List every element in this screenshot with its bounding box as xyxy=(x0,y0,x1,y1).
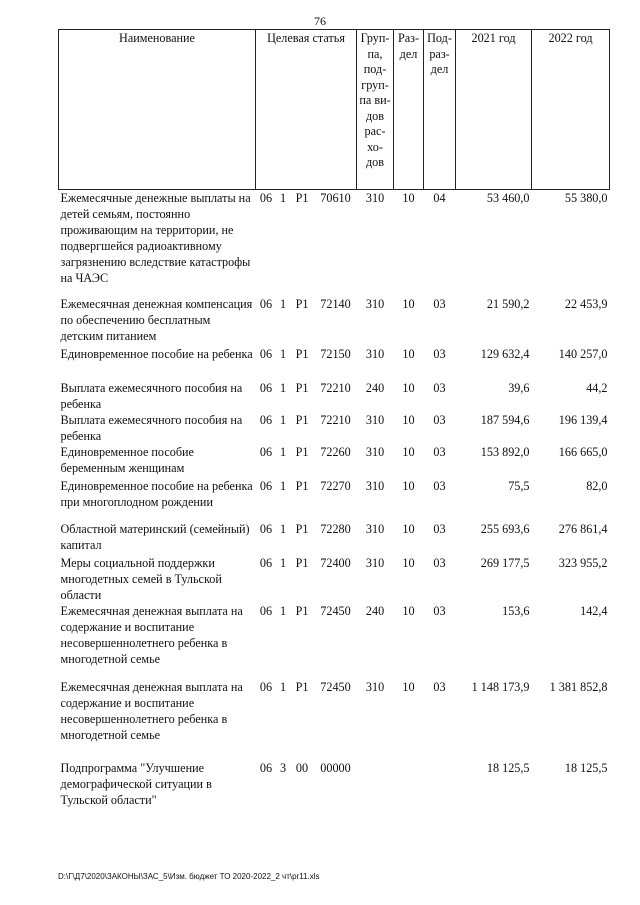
code-program: 06 xyxy=(259,296,273,311)
header-group: Груп-па, под-груп-па ви-дов рас-хо-дов xyxy=(357,30,394,190)
code-event: Р1 xyxy=(295,191,309,205)
section-code xyxy=(394,760,424,820)
subsection-code: 03 xyxy=(433,478,446,493)
subsection-code: 03 xyxy=(433,679,446,694)
header-year-2021: 2021 год xyxy=(456,30,532,190)
expense-group: 310 xyxy=(365,412,385,427)
code-direction: 72280 xyxy=(320,521,351,536)
table-row xyxy=(59,296,610,346)
expense-group: 310 xyxy=(365,521,385,536)
code-program: 06 xyxy=(259,191,273,205)
row-name: Областной материнский (семейный) капитал xyxy=(60,521,250,552)
code-subprogram: 1 xyxy=(279,296,287,311)
section-code: 10 xyxy=(402,521,415,536)
code-event: Р1 xyxy=(295,555,309,570)
section-code: 10 xyxy=(402,603,415,618)
code-program: 06 xyxy=(259,679,273,694)
file-path-footer: D:\Г\Д7\2020\ЗАКОНЫ\ЗАС_5\Изм. бюджет ТО 2020-2022_2 чт\pr11.xls xyxy=(58,872,320,881)
table-row xyxy=(59,190,610,296)
code-subprogram: 1 xyxy=(279,444,287,459)
amount-2022: 166 665,0 xyxy=(558,444,608,459)
code-program: 06 xyxy=(259,346,273,361)
code-subprogram: 1 xyxy=(279,679,287,694)
code-program: 06 xyxy=(259,555,273,570)
code-direction: 00000 xyxy=(320,760,351,775)
code-subprogram: 1 xyxy=(279,478,287,493)
amount-2021: 153,6 xyxy=(502,603,530,618)
row-name: Ежемесячные денежные выплаты на детей семьям, постоянно проживающим на территории, не подвергшейся радиоактивному загрязнению вследствие катастрофы на ЧАЭС xyxy=(60,191,251,285)
amount-2022: 44,2 xyxy=(586,380,608,395)
amount-2021: 21 590,2 xyxy=(486,296,530,311)
row-name: Выплата ежемесячного пособия на ребенка xyxy=(60,412,243,443)
amount-2021: 153 892,0 xyxy=(480,444,530,459)
amount-2022: 142,4 xyxy=(580,603,608,618)
subsection-code: 03 xyxy=(433,555,446,570)
code-subprogram: 1 xyxy=(279,412,287,427)
code-event: Р1 xyxy=(295,478,309,493)
subsection-code: 03 xyxy=(433,603,446,618)
code-event: Р1 xyxy=(295,603,309,618)
row-name: Единовременное пособие на ребенка xyxy=(60,346,253,361)
amount-2022: 18 125,5 xyxy=(564,760,608,775)
amount-2022: 196 139,4 xyxy=(558,412,608,427)
amount-2021: 75,5 xyxy=(508,478,530,493)
table-row xyxy=(59,555,610,603)
code-program: 06 xyxy=(259,760,273,775)
section-code: 10 xyxy=(402,679,415,694)
code-event: Р1 xyxy=(295,679,309,694)
code-event: 00 xyxy=(295,760,309,775)
table-row xyxy=(59,444,610,478)
table-row xyxy=(59,478,610,521)
subsection-code: 03 xyxy=(433,412,446,427)
code-direction: 72210 xyxy=(320,412,351,427)
subsection-code: 03 xyxy=(433,380,446,395)
expense-group: 310 xyxy=(365,555,385,570)
code-program: 06 xyxy=(259,521,273,536)
code-event: Р1 xyxy=(295,296,309,311)
row-name: Ежемесячная денежная выплата на содержание и воспитание несовершеннолетнего ребенка в многодетной семье xyxy=(60,603,243,666)
table-body xyxy=(59,190,610,820)
subsection-code: 03 xyxy=(433,521,446,536)
amount-2022: 82,0 xyxy=(586,478,608,493)
table-row xyxy=(59,603,610,679)
header-year-2022: 2022 год xyxy=(532,30,610,190)
subsection-code xyxy=(424,760,456,820)
section-code: 10 xyxy=(402,191,415,205)
code-event: Р1 xyxy=(295,346,309,361)
code-subprogram: 1 xyxy=(279,380,287,395)
expense-group: 310 xyxy=(365,296,385,311)
amount-2022: 1 381 852,8 xyxy=(549,679,608,694)
amount-2021: 187 594,6 xyxy=(480,412,530,427)
table-row xyxy=(59,760,610,820)
code-direction: 72450 xyxy=(320,679,351,694)
section-code: 10 xyxy=(402,412,415,427)
code-subprogram: 1 xyxy=(279,346,287,361)
table-row xyxy=(59,380,610,412)
code-direction: 72140 xyxy=(320,296,351,311)
amount-2021: 53 460,0 xyxy=(486,191,530,205)
section-code: 10 xyxy=(402,478,415,493)
expense-group: 240 xyxy=(365,603,385,618)
amount-2022: 140 257,0 xyxy=(558,346,608,361)
expense-group xyxy=(357,760,394,820)
page-number: 76 xyxy=(314,14,326,28)
table-row xyxy=(59,346,610,380)
header-subsection: Под-раз-дел xyxy=(424,30,456,190)
expense-group: 240 xyxy=(365,380,385,395)
amount-2022: 22 453,9 xyxy=(564,296,608,311)
table-row xyxy=(59,412,610,444)
code-program: 06 xyxy=(259,478,273,493)
code-direction: 72260 xyxy=(320,444,351,459)
row-name: Единовременное пособие беременным женщинам xyxy=(60,444,194,475)
header-target-article: Целевая статья xyxy=(256,30,357,190)
amount-2021: 255 693,6 xyxy=(480,521,530,536)
amount-2021: 129 632,4 xyxy=(480,346,530,361)
row-name: Выплата ежемесячного пособия на ребенка xyxy=(60,380,243,411)
row-name: Подпрограмма "Улучшение демографической ситуации в Тульской области" xyxy=(60,760,212,807)
code-program: 06 xyxy=(259,444,273,459)
expense-group: 310 xyxy=(365,444,385,459)
code-program: 06 xyxy=(259,603,273,618)
code-subprogram: 1 xyxy=(279,555,287,570)
code-program: 06 xyxy=(259,380,273,395)
section-code: 10 xyxy=(402,346,415,361)
header-name: Наименование xyxy=(59,30,256,190)
code-subprogram: 3 xyxy=(279,760,287,775)
amount-2021: 1 148 173,9 xyxy=(471,679,530,694)
code-event: Р1 xyxy=(295,444,309,459)
code-direction: 72450 xyxy=(320,603,351,618)
table-header-row xyxy=(59,30,610,190)
table-row xyxy=(59,521,610,555)
code-direction: 72150 xyxy=(320,346,351,361)
subsection-code: 03 xyxy=(433,444,446,459)
amount-2022: 323 955,2 xyxy=(558,555,608,570)
code-event: Р1 xyxy=(295,380,309,395)
budget-table xyxy=(58,29,610,820)
expense-group: 310 xyxy=(365,191,385,205)
row-name: Меры социальной поддержки многодетных семей в Тульской области xyxy=(60,555,222,602)
row-name: Ежемесячная денежная компенсация по обеспечению бесплатным детским питанием xyxy=(60,296,253,343)
code-subprogram: 1 xyxy=(279,603,287,618)
table-row xyxy=(59,679,610,760)
code-direction: 72210 xyxy=(320,380,351,395)
expense-group: 310 xyxy=(365,478,385,493)
code-program: 06 xyxy=(259,412,273,427)
code-subprogram: 1 xyxy=(279,191,287,205)
subsection-code: 03 xyxy=(433,346,446,361)
expense-group: 310 xyxy=(365,346,385,361)
section-code: 10 xyxy=(402,444,415,459)
section-code: 10 xyxy=(402,296,415,311)
subsection-code: 04 xyxy=(433,191,446,205)
row-name: Единовременное пособие на ребенка при многоплодном рождении xyxy=(60,478,253,509)
code-direction: 72270 xyxy=(320,478,351,493)
section-code: 10 xyxy=(402,555,415,570)
amount-2021: 18 125,5 xyxy=(486,760,530,775)
section-code: 10 xyxy=(402,380,415,395)
amount-2022: 55 380,0 xyxy=(564,191,608,205)
amount-2021: 269 177,5 xyxy=(480,555,530,570)
code-direction: 70610 xyxy=(320,191,351,205)
amount-2021: 39,6 xyxy=(508,380,530,395)
code-direction: 72400 xyxy=(320,555,351,570)
code-subprogram: 1 xyxy=(279,521,287,536)
subsection-code: 03 xyxy=(433,296,446,311)
expense-group: 310 xyxy=(365,679,385,694)
code-event: Р1 xyxy=(295,521,309,536)
header-section: Раз-дел xyxy=(394,30,424,190)
amount-2022: 276 861,4 xyxy=(558,521,608,536)
code-event: Р1 xyxy=(295,412,309,427)
row-name: Ежемесячная денежная выплата на содержание и воспитание несовершеннолетнего ребенка в многодетной семье xyxy=(60,679,243,742)
